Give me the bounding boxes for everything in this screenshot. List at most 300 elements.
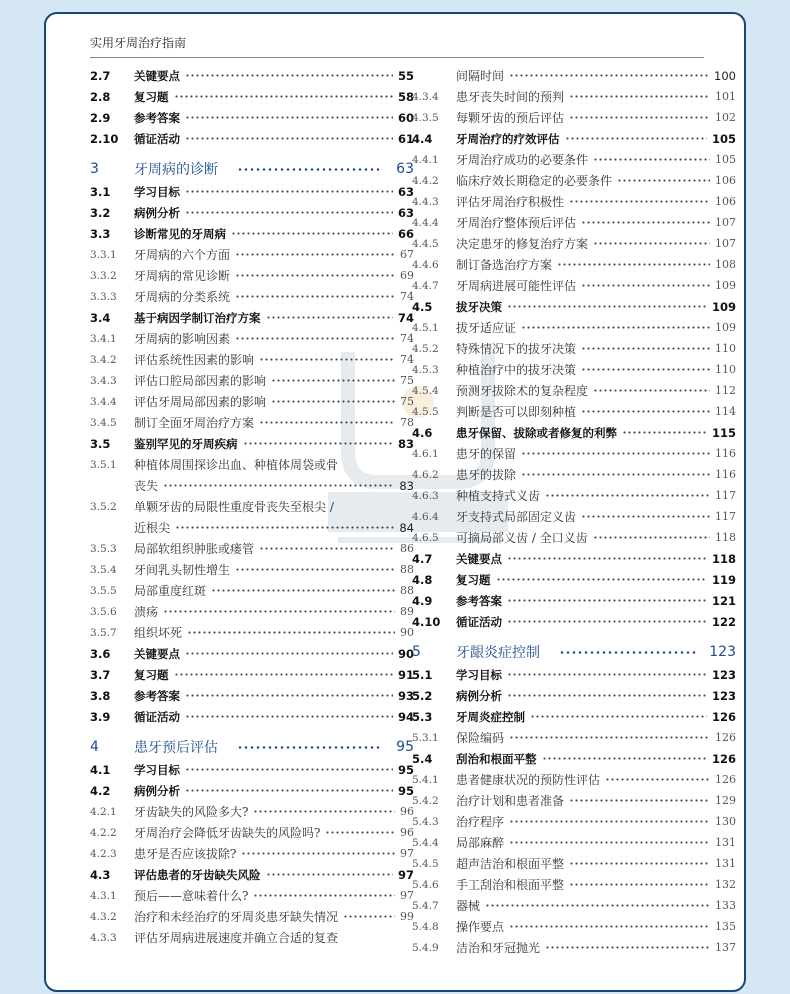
- toc-entry-page: 123: [709, 644, 736, 660]
- toc-entry-number: 4.4.5: [412, 237, 439, 250]
- toc-entry-page: 107: [715, 216, 736, 229]
- toc-entry[interactable]: [90, 202, 414, 223]
- toc-entry-number: 5: [412, 644, 421, 660]
- toc-entry-number: 3.6: [90, 646, 111, 661]
- toc-entry-title: 牙支持式局部固定义齿: [456, 510, 577, 524]
- toc-entry-page: 88: [400, 584, 414, 597]
- toc-entry-number: 5.4.5: [412, 857, 439, 870]
- dot-leader: [185, 643, 393, 664]
- toc-entry[interactable]: [90, 864, 414, 885]
- toc-entry[interactable]: [90, 307, 414, 328]
- toc-entry[interactable]: [412, 937, 736, 958]
- dot-leader: [507, 664, 707, 685]
- toc-entry[interactable]: [412, 317, 736, 338]
- toc-entry[interactable]: [90, 517, 414, 538]
- toc-entry-number: 3.7: [90, 667, 111, 682]
- dot-leader: [237, 159, 383, 180]
- toc-entry-number: 3.4.2: [90, 353, 117, 366]
- toc-entry[interactable]: [90, 107, 414, 128]
- toc-entry-number: 4.4.6: [412, 258, 439, 271]
- header-divider: [90, 57, 704, 58]
- toc-entry[interactable]: [412, 191, 736, 212]
- toc-entry[interactable]: [412, 916, 736, 937]
- toc-entry-title: 关键要点: [134, 68, 180, 83]
- toc-entry-number: 4.1: [90, 762, 111, 777]
- toc-entry-title: 学习目标: [456, 667, 502, 682]
- toc-entry-title: 决定患牙的修复治疗方案: [456, 237, 589, 251]
- toc-entry-number: 4.6.5: [412, 531, 439, 544]
- toc-entry-page: 97: [400, 847, 414, 860]
- toc-entry-title: 患者健康状况的预防性评估: [456, 773, 601, 787]
- toc-entry-title: 患牙保留、拔除或者修复的利弊: [456, 425, 617, 440]
- dot-leader: [271, 391, 395, 412]
- toc-entry-page: 75: [400, 395, 414, 408]
- toc-entry[interactable]: [412, 832, 736, 853]
- running-header: 实用牙周治疗指南: [90, 36, 187, 50]
- toc-entry-page: 74: [397, 310, 414, 325]
- toc-entry[interactable]: [412, 485, 736, 506]
- toc-entry[interactable]: [90, 643, 414, 664]
- toc-entry-title: 患牙是否应该拔除?: [134, 847, 237, 861]
- toc-entry-page: 74: [400, 353, 414, 366]
- toc-entry[interactable]: [412, 895, 736, 916]
- toc-entry-page: 60: [397, 110, 414, 125]
- toc-entry[interactable]: [90, 244, 414, 265]
- toc-entry-page: 102: [715, 111, 736, 124]
- toc-entry-page: 110: [715, 363, 736, 376]
- toc-entry-number: 4.5.5: [412, 405, 439, 418]
- toc-entry[interactable]: [90, 822, 414, 843]
- toc-entry-number: 4.9: [412, 593, 433, 608]
- toc-entry-number: 3.5.2: [90, 500, 117, 513]
- toc-chapter-heading[interactable]: [90, 158, 414, 180]
- toc-entry[interactable]: [412, 254, 736, 275]
- toc-entry-page: 118: [715, 531, 736, 544]
- dot-leader: [185, 685, 393, 706]
- toc-entry-page: 84: [399, 520, 414, 535]
- toc-entry[interactable]: [90, 580, 414, 601]
- toc-entry[interactable]: [412, 874, 736, 895]
- toc-entry[interactable]: [90, 780, 414, 801]
- toc-entry-title: 牙龈炎症控制: [456, 645, 540, 661]
- toc-entry[interactable]: [90, 265, 414, 286]
- toc-entry-page: 95: [396, 739, 414, 755]
- dot-leader: [581, 506, 710, 527]
- toc-entry-number: 3.8: [90, 688, 111, 703]
- dot-leader: [185, 780, 393, 801]
- toc-entry[interactable]: [412, 401, 736, 422]
- toc-entry[interactable]: [90, 843, 414, 864]
- toc-entry[interactable]: [412, 275, 736, 296]
- toc-entry-title: 患牙预后评估: [134, 740, 218, 756]
- toc-entry-title: 种植体周围探诊出血、种植体周袋或骨: [134, 458, 339, 472]
- dot-leader: [174, 664, 393, 685]
- toc-entry-number: 5.4: [412, 751, 433, 766]
- toc-entry-page: 112: [715, 384, 736, 397]
- dot-leader: [593, 149, 710, 170]
- toc-entry-number: 4.10: [412, 614, 441, 629]
- toc-chapter-heading[interactable]: [412, 641, 736, 663]
- toc-entry[interactable]: [412, 233, 736, 254]
- dot-leader: [185, 181, 393, 202]
- toc-entry-number: 3.5.3: [90, 542, 117, 555]
- dot-leader: [545, 485, 710, 506]
- toc-entry-number: 4.8: [412, 572, 433, 587]
- toc-entry[interactable]: [412, 149, 736, 170]
- toc-entry-page: 86: [400, 542, 414, 555]
- toc-entry[interactable]: [412, 706, 736, 727]
- toc-entry-page: 61: [397, 131, 414, 146]
- dot-leader: [605, 769, 710, 790]
- toc-entry[interactable]: [412, 548, 736, 569]
- toc-entry-title: 临床疗效长期稳定的必要条件: [456, 174, 613, 188]
- toc-entry-number: 5.4.7: [412, 899, 439, 912]
- toc-entry[interactable]: [90, 906, 414, 927]
- toc-entry-page: 109: [711, 299, 736, 314]
- dot-leader: [507, 548, 707, 569]
- toc-entry[interactable]: [90, 391, 414, 412]
- dot-leader: [509, 811, 710, 832]
- toc-entry[interactable]: [412, 380, 736, 401]
- toc-entry[interactable]: [90, 759, 414, 780]
- toc-entry[interactable]: [90, 927, 414, 948]
- toc-entry-title: 丧失: [134, 479, 159, 493]
- dot-leader: [581, 401, 710, 422]
- dot-leader: [266, 307, 393, 328]
- dot-leader: [507, 611, 707, 632]
- toc-entry-page: 121: [711, 593, 736, 608]
- toc-entry-number: 4.4.2: [412, 174, 439, 187]
- toc-entry-page: 100: [714, 68, 736, 83]
- toc-entry[interactable]: [412, 685, 736, 706]
- dot-leader: [185, 65, 393, 86]
- toc-entry[interactable]: [412, 769, 736, 790]
- toc-entry-page: 107: [715, 237, 736, 250]
- toc-entry-number: 2.8: [90, 89, 111, 104]
- toc-entry-title: 特殊情况下的拔牙决策: [456, 342, 577, 356]
- toc-entry-number: 4.4.3: [412, 195, 439, 208]
- toc-chapter-heading[interactable]: [90, 736, 414, 758]
- toc-entry-page: 116: [715, 447, 736, 460]
- toc-entry-title: 牙周炎症控制: [456, 709, 525, 724]
- toc-entry-number: 3.3.3: [90, 290, 117, 303]
- dot-leader: [507, 685, 707, 706]
- toc-entry-page: 97: [400, 889, 414, 902]
- toc-entry[interactable]: [412, 506, 736, 527]
- toc-entry-number: 4.5: [412, 299, 433, 314]
- dot-leader: [507, 590, 707, 611]
- dot-leader: [622, 422, 707, 443]
- toc-entry[interactable]: [412, 212, 736, 233]
- dot-leader: [545, 937, 710, 958]
- toc-entry-page: 135: [715, 920, 736, 933]
- dot-leader: [235, 286, 395, 307]
- toc-entry[interactable]: [90, 475, 414, 496]
- toc-entry-title: 评估系统性因素的影响: [134, 353, 255, 367]
- toc-entry-title: 判断是否可以即刻种植: [456, 405, 577, 419]
- toc-entry-title: 学习目标: [134, 762, 180, 777]
- dot-leader: [174, 86, 393, 107]
- toc-entry-title: 拔牙决策: [456, 299, 502, 314]
- toc-entry[interactable]: [412, 107, 736, 128]
- toc-entry-page: 110: [715, 342, 736, 355]
- toc-entry-number: 5.4.9: [412, 941, 439, 954]
- toc-entry-title: 拔牙适应证: [456, 321, 517, 335]
- toc-entry-page: 133: [715, 899, 736, 912]
- toc-entry[interactable]: [412, 86, 736, 107]
- toc-entry[interactable]: [412, 128, 736, 149]
- toc-entry-page: 108: [715, 258, 736, 271]
- dot-leader: [581, 212, 710, 233]
- toc-entry-number: 5.3.1: [412, 731, 439, 744]
- dot-leader: [231, 223, 393, 244]
- toc-entry-page: 83: [399, 478, 414, 493]
- toc-entry-number: 3.5.7: [90, 626, 117, 639]
- toc-entry-page: 126: [711, 751, 736, 766]
- dot-leader: [557, 254, 710, 275]
- toc-entry-title: 复习题: [456, 572, 491, 587]
- toc-entry-number: 5.1: [412, 667, 433, 682]
- toc-entry-page: 99: [400, 910, 414, 923]
- toc-entry[interactable]: [412, 359, 736, 380]
- toc-entry-page: 118: [711, 551, 736, 566]
- toc-entry[interactable]: [90, 885, 414, 906]
- dot-leader: [271, 370, 395, 391]
- toc-entry-title: 患牙丧失时间的预判: [456, 90, 565, 104]
- toc-entry[interactable]: [412, 811, 736, 832]
- toc-entry-number: 5.4.6: [412, 878, 439, 891]
- toc-entry-page: 105: [711, 131, 736, 146]
- toc-entry-page: 95: [397, 762, 414, 777]
- toc-entry[interactable]: [90, 801, 414, 822]
- toc-entry-page: 126: [715, 731, 736, 744]
- dot-leader: [521, 464, 710, 485]
- toc-entry[interactable]: [90, 86, 414, 107]
- dot-leader: [559, 642, 696, 663]
- toc-entry-page: 117: [715, 489, 736, 502]
- toc-entry[interactable]: [412, 569, 736, 590]
- toc-entry-number: 4.6.3: [412, 489, 439, 502]
- toc-entry[interactable]: [412, 664, 736, 685]
- toc-entry[interactable]: [90, 223, 414, 244]
- toc-entry[interactable]: [90, 496, 414, 517]
- toc-entry[interactable]: [412, 790, 736, 811]
- toc-entry-number: 5.4.2: [412, 794, 439, 807]
- dot-leader: [509, 916, 710, 937]
- toc-entry-title: 患牙的拔除: [456, 468, 517, 482]
- toc-entry[interactable]: [412, 422, 736, 443]
- toc-entry[interactable]: [412, 527, 736, 548]
- toc-entry-title: 关键要点: [456, 551, 502, 566]
- dot-leader: [521, 443, 710, 464]
- toc-entry-number: 3: [90, 161, 99, 177]
- dot-leader: [243, 433, 393, 454]
- toc-entry-page: 63: [396, 161, 414, 177]
- toc-entry[interactable]: [90, 559, 414, 580]
- toc-entry-title: 间隔时间: [456, 69, 505, 83]
- toc-entry-page: 88: [400, 563, 414, 576]
- toc-entry-title: 牙周治疗成功的必要条件: [456, 153, 589, 167]
- toc-entry[interactable]: [90, 433, 414, 454]
- toc-entry-page: 117: [715, 510, 736, 523]
- dot-leader: [185, 107, 393, 128]
- toc-entry-number: 4.5.4: [412, 384, 439, 397]
- toc-entry[interactable]: [412, 464, 736, 485]
- toc-column-right: [412, 65, 736, 958]
- toc-entry-number: 4.3: [90, 867, 111, 882]
- toc-entry-number: 3.4.1: [90, 332, 117, 345]
- dot-leader: [530, 706, 707, 727]
- toc-entry-number: 3.4.4: [90, 395, 117, 408]
- toc-entry-number: 3.3.2: [90, 269, 117, 282]
- toc-entry-number: 4.6: [412, 425, 433, 440]
- toc-entry-page: 66: [397, 226, 414, 241]
- toc-entry[interactable]: [90, 601, 414, 622]
- toc-entry[interactable]: [90, 664, 414, 685]
- toc-entry-title: 制订全面牙周治疗方案: [134, 416, 255, 430]
- toc-entry-title: 病例分析: [134, 783, 180, 798]
- toc-entry-page: 106: [715, 195, 736, 208]
- toc-entry-number: 4.2.2: [90, 826, 117, 839]
- toc-entry-number: 4.3.1: [90, 889, 117, 902]
- toc-entry-page: 63: [397, 184, 414, 199]
- dot-leader: [581, 275, 710, 296]
- toc-entry[interactable]: [412, 748, 736, 769]
- toc-entry-number: 4.5.1: [412, 321, 439, 334]
- toc-entry-title: 参考答案: [456, 593, 502, 608]
- toc-entry[interactable]: [412, 443, 736, 464]
- toc-entry[interactable]: [90, 128, 414, 149]
- dot-leader: [211, 580, 395, 601]
- toc-entry-title: 洁治和牙冠抛光: [456, 941, 541, 955]
- dot-leader: [569, 790, 710, 811]
- toc-entry-title: 保险编码: [456, 731, 505, 745]
- toc-entry-page: 109: [715, 279, 736, 292]
- toc-entry-title: 种植支持式义齿: [456, 489, 541, 503]
- toc-entry-page: 123: [711, 688, 736, 703]
- toc-entry-number: 4.2.1: [90, 805, 117, 818]
- dot-leader: [185, 759, 393, 780]
- toc-entry[interactable]: [412, 338, 736, 359]
- toc-entry[interactable]: [412, 65, 736, 86]
- toc-entry[interactable]: [90, 412, 414, 433]
- toc-entry-title: 治疗程序: [456, 815, 505, 829]
- toc-entry-page: 90: [397, 646, 414, 661]
- toc-entry-number: 5.2: [412, 688, 433, 703]
- toc-entry-page: 74: [400, 290, 414, 303]
- toc-entry-page: 95: [397, 783, 414, 798]
- toc-entry-number: 5.4.4: [412, 836, 439, 849]
- toc-entry-title: 复习题: [134, 667, 169, 682]
- toc-entry-title: 组织坏死: [134, 626, 183, 640]
- toc-entry[interactable]: [412, 296, 736, 317]
- dot-leader: [266, 864, 393, 885]
- toc-entry-title: 学习目标: [134, 184, 180, 199]
- toc-entry-number: 3.5.6: [90, 605, 117, 618]
- dot-leader: [325, 822, 395, 843]
- toc-entry-number: 5.4.8: [412, 920, 439, 933]
- toc-entry[interactable]: [90, 349, 414, 370]
- dot-leader: [569, 107, 710, 128]
- dot-leader: [617, 170, 710, 191]
- toc-entry[interactable]: [90, 181, 414, 202]
- toc-entry-page: 126: [715, 773, 736, 786]
- dot-leader: [185, 706, 393, 727]
- toc-entry-title: 牙齿缺失的风险多大?: [134, 805, 249, 819]
- toc-entry[interactable]: [90, 622, 414, 643]
- toc-entry-page: 115: [711, 425, 736, 440]
- dot-leader: [241, 843, 395, 864]
- toc-entry[interactable]: [90, 454, 414, 475]
- toc-entry-page: 74: [400, 332, 414, 345]
- toc-entry-title: 复习题: [134, 89, 169, 104]
- toc-entry-number: 4.5.2: [412, 342, 439, 355]
- toc-entry[interactable]: [412, 170, 736, 191]
- toc-entry-number: 2.10: [90, 131, 119, 146]
- toc-entry-page: 83: [397, 436, 414, 451]
- toc-entry-number: 3.5.5: [90, 584, 117, 597]
- toc-entry[interactable]: [90, 286, 414, 307]
- toc-entry-page: 109: [715, 321, 736, 334]
- toc-entry-title: 手工刮治和根面平整: [456, 878, 565, 892]
- toc-entry-title: 治疗和未经治疗的牙周炎患牙缺失情况: [134, 910, 339, 924]
- toc-entry-number: 4.3.3: [90, 931, 117, 944]
- toc-entry-title: 预后——意味着什么?: [134, 889, 249, 903]
- toc-entry[interactable]: [90, 328, 414, 349]
- toc-entry-number: 3.9: [90, 709, 111, 724]
- toc-entry-title: 参考答案: [134, 688, 180, 703]
- dot-leader: [259, 538, 395, 559]
- toc-entry-title: 每颗牙齿的预后评估: [456, 111, 565, 125]
- toc-entry-number: 3.3.1: [90, 248, 117, 261]
- toc-entry-page: 131: [715, 836, 736, 849]
- toc-entry-number: 3.5.4: [90, 563, 117, 576]
- toc-entry-number: 4.7: [412, 551, 433, 566]
- toc-entry-page: 137: [715, 941, 736, 954]
- toc-entry[interactable]: [412, 611, 736, 632]
- toc-entry-page: 96: [400, 826, 414, 839]
- dot-leader: [235, 244, 395, 265]
- toc-entry[interactable]: [412, 590, 736, 611]
- toc-entry-number: 4.4.1: [412, 153, 439, 166]
- toc-entry-page: 122: [711, 614, 736, 629]
- toc-entry-number: 5.4.3: [412, 815, 439, 828]
- toc-entry-number: 4.3.2: [90, 910, 117, 923]
- toc-entry[interactable]: [90, 65, 414, 86]
- dot-leader: [175, 517, 394, 538]
- toc-entry-title: 种植治疗中的拔牙决策: [456, 363, 577, 377]
- toc-entry-page: 69: [400, 269, 414, 282]
- dot-leader: [581, 338, 710, 359]
- toc-entry[interactable]: [412, 727, 736, 748]
- toc-entry[interactable]: [90, 685, 414, 706]
- toc-entry[interactable]: [412, 853, 736, 874]
- toc-entry[interactable]: [90, 706, 414, 727]
- dot-leader: [542, 748, 707, 769]
- toc-entry[interactable]: [90, 370, 414, 391]
- dot-leader: [509, 727, 710, 748]
- toc-entry-title: 制订备选治疗方案: [456, 258, 553, 272]
- toc-entry-number: 3.1: [90, 184, 111, 199]
- toc-entry-page: 96: [400, 805, 414, 818]
- toc-entry-number: 3.3: [90, 226, 111, 241]
- toc-column-left: [90, 65, 414, 948]
- dot-leader: [163, 475, 394, 496]
- toc-entry[interactable]: [90, 538, 414, 559]
- toc-entry-title: 评估患者的牙齿缺失风险: [134, 867, 261, 882]
- toc-entry-number: 5.4.1: [412, 773, 439, 786]
- toc-entry-title: 患牙的保留: [456, 447, 517, 461]
